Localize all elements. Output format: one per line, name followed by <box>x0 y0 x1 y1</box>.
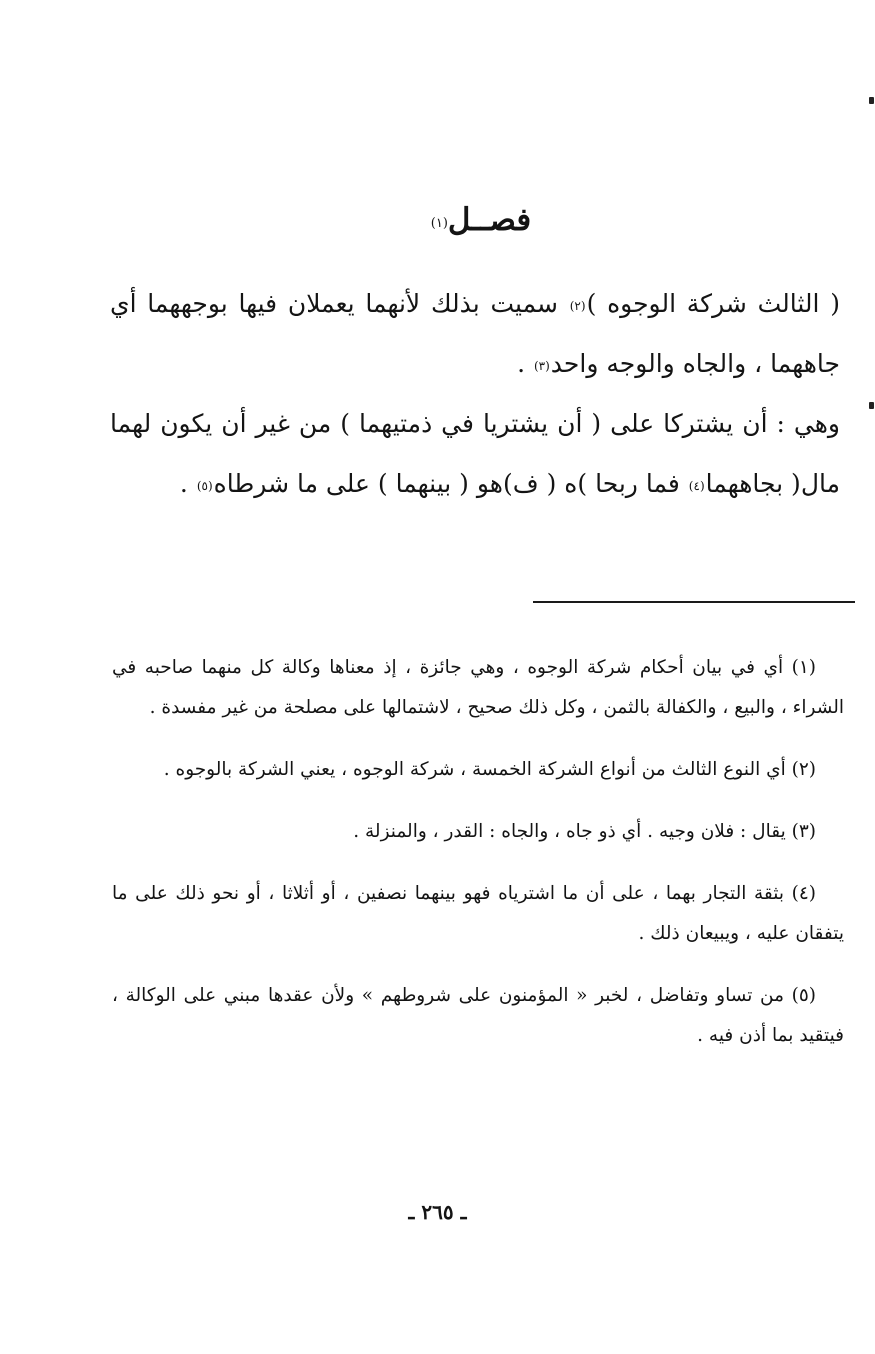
main-text-segment: وهي : أن يشتركا على ( أن يشتريا في ذمتيهما ) من غير أن يكون لهما مال( بجاههما <box>110 409 840 498</box>
main-text-segment: فما ربحا )ه ( ف)هو ( بينهما ) على ما شرطاه <box>213 469 688 498</box>
main-text-segment: . <box>179 469 196 498</box>
footnote-ref: (٣) <box>533 359 550 373</box>
main-text-segment: . <box>517 349 533 378</box>
scan-mark <box>869 97 874 104</box>
main-text-segment: ( الثالث شركة الوجوه ) <box>586 289 840 318</box>
footnote-ref: (٢) <box>569 299 586 313</box>
section-title <box>380 196 580 244</box>
main-text <box>110 274 840 514</box>
footnote-1: (١) أي في بيان أحكام شركة الوجوه ، وهي جائزة ، إذ معناها وكالة كل منهما صاحبه في الشراء ، والبيع ، والكفالة بالثمن ، وكل ذلك صحيح ، لاشتمالها على مصلحة من غير مفسدة . <box>112 657 844 718</box>
footnote-ref: (١) <box>430 216 448 231</box>
footnote-ref: (٥) <box>196 479 213 493</box>
main-paragraph <box>110 394 840 514</box>
section-title-text: فصــل <box>447 202 532 238</box>
main-text-segment: سميت بذلك لأنهما يعملان فيها بوجههما أي جاههما ، والجاه والوجه واحد <box>110 289 840 378</box>
footnotes <box>112 648 844 1078</box>
footnote-3: (٣) يقال : فلان وجيه . أي ذو جاه ، والجاه : القدر ، والمنزلة . <box>353 821 816 842</box>
page-number: ـ ٢٦٥ ـ <box>408 1200 467 1224</box>
footnote-4: (٤) بثقة التجار بهما ، على أن ما اشترياه فهو بينهما نصفين ، أو أثلاثا ، أو نحو ذلك على ما يتفقان عليه ، ويبيعان ذلك . <box>112 883 844 944</box>
footnote-5: (٥) من تساو وتفاضل ، لخبر « المؤمنون على شروطهم » ولأن عقدها مبني على الوكالة ، فيتقيد بما أذن فيه . <box>112 985 844 1046</box>
footnote-2: (٢) أي النوع الثالث من أنواع الشركة الخمسة ، شركة الوجوه ، يعني الشركة بالوجوه . <box>163 759 816 780</box>
footnote-ref: (٤) <box>688 479 705 493</box>
main-paragraph <box>110 274 840 394</box>
footnote-divider <box>533 601 855 603</box>
scan-mark <box>869 402 874 409</box>
